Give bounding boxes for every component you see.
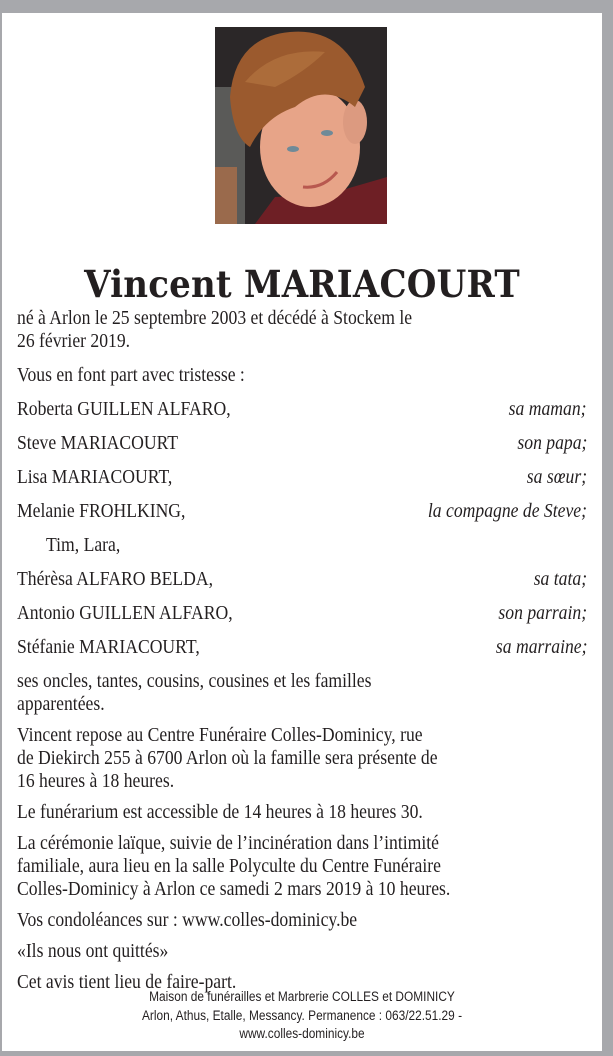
notice-body <box>17 307 589 1005</box>
access-hours <box>17 801 589 824</box>
text-line: 26 février 2019. <box>17 330 131 352</box>
text-line: de Diekirch 255 à 6700 Arlon où la famille sera présente de <box>17 747 438 769</box>
member-relation: sa marraine; <box>495 636 587 658</box>
family-member <box>17 398 589 421</box>
text-line: ses oncles, tantes, cousins, cousines et les familles <box>17 670 372 692</box>
condolences-info <box>17 909 589 932</box>
member-relation: sa maman; <box>509 398 587 420</box>
member-relation: sa tata; <box>533 568 587 590</box>
text-line: Le funérarium est accessible de 14 heures à 18 heures 30. <box>17 801 423 823</box>
member-name: Roberta GUILLEN ALFARO, <box>17 398 231 420</box>
deceased-name: Vincent MARIACOURT <box>84 262 520 306</box>
intro-text <box>17 364 589 387</box>
footer-line: Arlon, Athus, Etalle, Messancy. Permanence : 063/22.51.29 - <box>141 1007 463 1023</box>
family-member <box>17 432 589 455</box>
text-line: La cérémonie laïque, suivie de l’incinération dans l’intimité <box>17 832 440 854</box>
obituary-notice <box>2 13 602 1051</box>
repose-info <box>17 724 589 793</box>
portrait-photo <box>215 27 387 224</box>
quote-text <box>17 940 589 963</box>
member-name: Lisa MARIACOURT, <box>17 466 173 488</box>
member-relation: son parrain; <box>498 602 587 624</box>
text-line: Cet avis tient lieu de faire-part. <box>17 971 237 993</box>
text-line: Colles-Dominicy à Arlon ce samedi 2 mars 2019 à 10 heures. <box>17 878 451 900</box>
member-name: Stéfanie MARIACOURT, <box>17 636 200 658</box>
member-name: Tim, Lara, <box>46 534 121 556</box>
text-line: apparentées. <box>17 693 105 715</box>
text-line: familiale, aura lieu en la salle Polyculte du Centre Funéraire <box>17 855 441 877</box>
condolences-link[interactable]: Vos condoléances sur : www.colles-dominicy.be <box>17 909 358 931</box>
text-line: Vincent repose au Centre Funéraire Colles-Dominicy, rue <box>17 724 423 746</box>
footer-line: Maison de funérailles et Marbrerie COLLES et DOMINICY <box>149 989 455 1004</box>
portrait-image <box>215 27 387 224</box>
family-member <box>17 568 589 591</box>
member-name: Thérèsa ALFARO BELDA, <box>17 568 214 590</box>
family-member <box>17 534 589 557</box>
birth-death-info <box>17 307 589 353</box>
family-member <box>17 500 589 523</box>
family-list <box>17 398 589 659</box>
footer-website-link[interactable]: www.colles-dominicy.be <box>239 1026 365 1041</box>
family-member <box>17 636 589 659</box>
text-line: Vous en font part avec tristesse : <box>17 364 245 386</box>
family-member <box>17 602 589 625</box>
member-name: Melanie FROHLKING, <box>17 500 186 522</box>
family-member <box>17 466 589 489</box>
member-relation: son papa; <box>516 432 587 454</box>
text-line: né à Arlon le 25 septembre 2003 et décédé à Stockem le <box>17 307 413 329</box>
text-line: «Ils nous ont quittés» <box>17 940 169 962</box>
ceremony-info <box>17 832 589 901</box>
funeral-home-footer <box>2 988 602 1044</box>
text-line: 16 heures à 18 heures. <box>17 770 175 792</box>
relatives-text <box>17 670 589 716</box>
member-name: Steve MARIACOURT <box>17 432 179 454</box>
member-relation: la compagne de Steve; <box>427 500 587 522</box>
member-relation: sa sœur; <box>526 466 587 488</box>
member-name: Antonio GUILLEN ALFARO, <box>17 602 233 624</box>
